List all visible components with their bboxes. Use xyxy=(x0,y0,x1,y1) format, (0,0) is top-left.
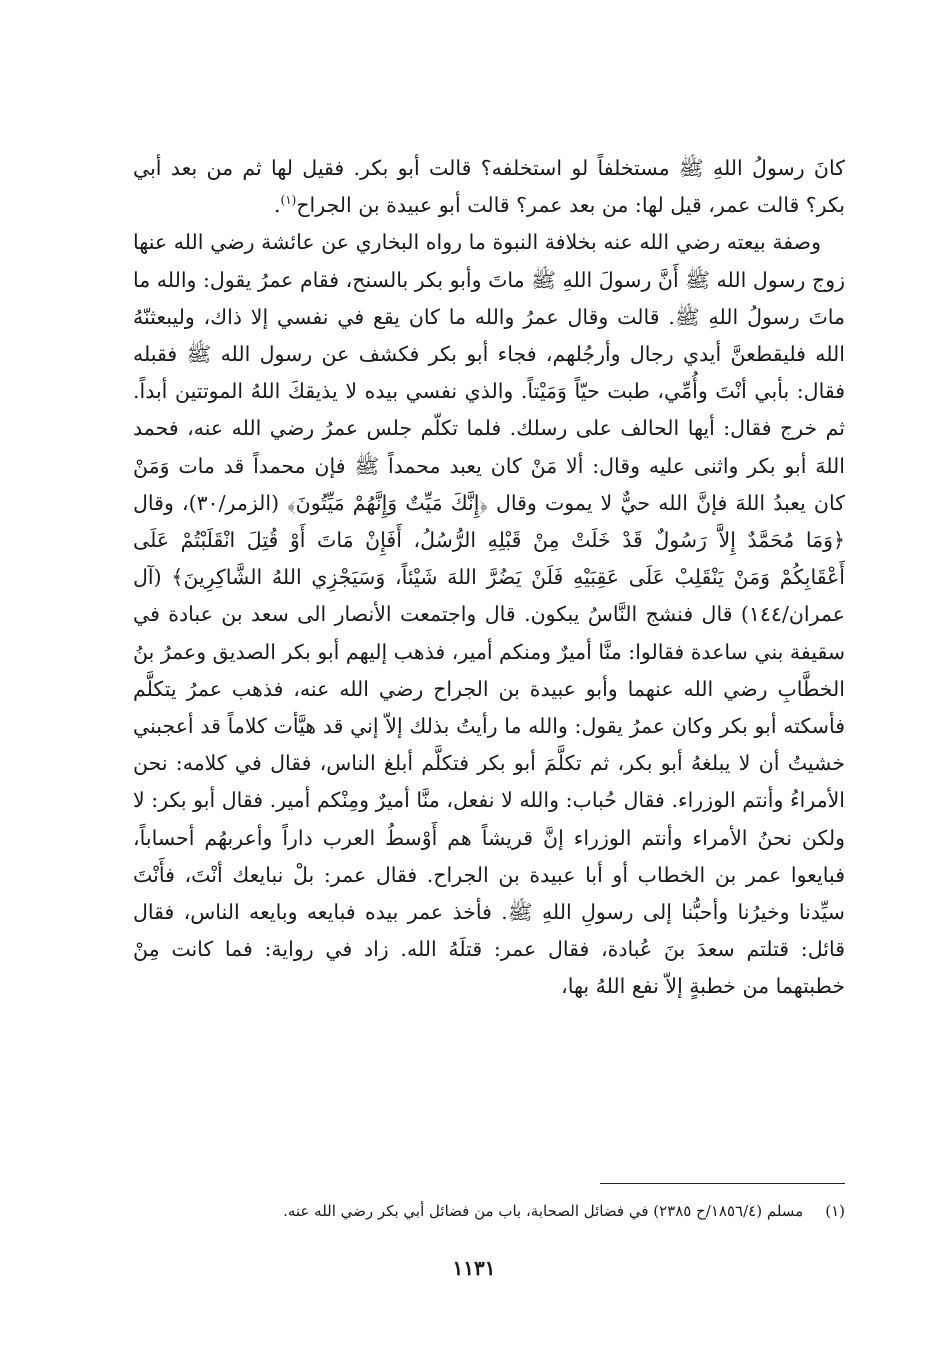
paragraph-2: وصفة بيعته رضي الله عنه بخلافة النبوة ما رواه البخاري عن عائشة رضي الله عنها زوج رسول الله ﷺ أَنَّ رسولَ اللهِ ﷺ ماتَ وأبو بكر بالسنح، فقام عمرُ يقول: والله ما ماتَ رسولُ اللهِ ﷺ. قالت وقال عمرُ والله ما كان يقع في نفسي إلا ذاك، وليبعثنّهُ الله فليقطعنَّ أيدي رجال وأرجُلهم، فجاء أبو بكر فكشف عن رسول الله ﷺ فقبله فقال: بأبي أنْتَ وأُمِّي، طبت حيّاً وَمَيْتاً. والذي نفسي بيده لا يذيقكَ اللهُ الموتتين أبداً. ثم خرج فقال: أيها الحالف على رسلك. فلما تكلّم جلس عمرُ رضي الله عنه، فحمد اللهَ أبو بكر واثنى عليه وقال: ألا مَنْ كان يعبد محمداً ﷺ فإن محمداً قد مات وَمَنْ كان يعبدُ اللهَ فإنَّ الله حيٌّ لا يموت وقال ﴿إِنَّكَ مَيِّتٌ وَإِنَّهُمْ مَيِّتُونَ﴾ (الزمر/٣٠)، وقال ﴿وَمَا مُحَمَّدٌ إِلاَّ رَسُولٌ قَدْ خَلَتْ مِنْ قَبْلِهِ الرُّسُلُ، أَفَإِنْ مَاتَ أَوْ قُتِلَ انْقَلَبْتُمْ عَلَى أَعْقَابِكُمْ وَمَنْ يَنْقَلِبْ عَلَى عَقِبَيْهِ فَلَنْ يَضُرَّ اللهَ شَيْئاً، وَسَيَجْزِي اللهُ الشَّاكِرِينَ﴾ (آل عمران/١٤٤) قال فنشج النَّاسُ يبكون. قال واجتمعت الأنصار الى سعد بن عبادة في سقيفة بني ساعدة فقالوا: منَّا أميرٌ ومنكم أمير، فذهب إليهم أبو بكر الصديق وعمرُ بنُ الخطَّابِ رضي الله عنهما وأبو عبيدة بن الجراح رضي الله عنه، فذهب عمرُ يتكلَّم فأسكته أبو بكر وكان عمرُ يقول: والله ما رأيتُ بذلك إلاّ إني قد هيَّأت كلاماً قد أعجبني خشيتُ أن لا يبلغهُ أبو بكر، ثم تكلَّمَ أبو بكر فتكلَّم أبلغ الناس، فقال في كلامه: نحن الأمراءُ وأنتم الوزراء. فقال حُباب: والله لا نفعل، منَّا أميرٌ ومِنْكم أمير. فقال أبو بكر: لا ولكن نحنُ الأمراء وأنتم الوزراء إنَّ قريشاً هم أَوْسطُ العرب داراً وأعربهُم أحساباً، فبايعوا عمر بن الخطاب أو أبا عبيدة بن الجراح. فقال عمر: بلْ نبايعك أنْتَ، فأَنْتَ سيِّدنا وخيرُنا وأحبُّنا إلى رسولِ اللهِ ﷺ. فأخذ عمر بيده فبايعه وبايعه الناس، فقال قائل: قتلتم سعدَ بنَ عُبادة، فقال عمر: قتلَهُ الله. زاد في رواية: فما كانت مِنْ خطبتهما من خطبةٍ إلاّ نفع اللهُ بها، xyxy=(133,230,845,999)
footnote-number: (١) xyxy=(825,1202,845,1220)
page-number: ١١٣١ xyxy=(452,1256,496,1280)
main-text xyxy=(133,150,845,1006)
paragraph-1-text: كانَ رسولُ اللهِ ﷺ مستخلفاً لو استخلفه؟ قالت أبو بكر. فقيل لها ثم من بعد أبي بكر؟ قالت عمر، قيل لها: من بعد عمر؟ قالت أبو عبيدة بن الجراح xyxy=(133,156,845,218)
footnote-marker[interactable]: (١) xyxy=(280,193,297,208)
paragraph-1 xyxy=(133,150,845,224)
footnote-text: مسلم (١٨٥٦/٤/ح ٢٣٨٥) في فضائل الصحابة، باب من فضائل أبي بكر رضي الله عنه. xyxy=(283,1202,804,1220)
paragraph-1-end: . xyxy=(273,193,281,218)
footnote xyxy=(133,1197,845,1225)
footnote-divider xyxy=(600,1183,845,1184)
